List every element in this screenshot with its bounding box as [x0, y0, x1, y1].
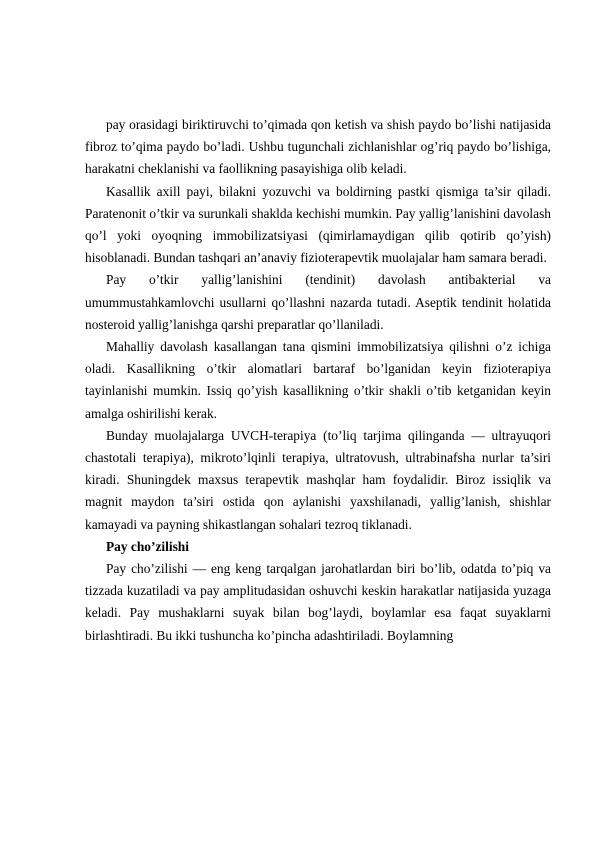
paragraph-kasallik: Kasallik axill payi, bilakni yozuvchi va boldirning pastki qismiga ta’sir qiladi. Paratenonit o’tkir va surunkali shaklda kechishi mumkin. Pay yallig’lanishini davolash qo’l yoki oyoqning immobilizatsiyasi (qimirlamaydigan qilib qotirib qo’yish) hisoblanadi. Bundan tashqari an’anaviy fizioterapevtik muolajalar ham samara beradi. — [85, 183, 551, 266]
paragraph-mahalliy-davolash: Mahalliy davolash kasallangan tana qismini immobilizatsiya qilishni o’z ichiga oladi. Kasallikning o’tkir alomatlari bartaraf bo’lganidan keyin fizioterapiya tayinlanishi mumkin. Issiq qo’yish kasallikning o’tkir shakli o’tib ketganidan keyin amalga oshirilishi kerak. — [85, 339, 551, 421]
section-heading: Pay cho’zilishi — [106, 538, 189, 554]
paragraph-tendinit: Pay o’tkir yallig’lanishini (tendinit) davolash antibakterial va umummustahkamlovchi usullarni qo’llashni nazarda tutadi. Aseptik tendinit holatida nosteroid yallig’lanishga qarshi preparatlar qo’llaniladi. — [85, 272, 551, 332]
paragraph-fibroz: pay orasidagi biriktiruvchi to’qimada qon ketish va shish paydo bo’lishi natijasida fibroz to’qima paydo bo’ladi. Ushbu tugunchali zichlanishlar og’riq paydo bo’lishiga, harakatni cheklanishi va faollikning pasayishiga olib keladi. — [85, 117, 551, 177]
paragraph-pay-chozilishi: Pay cho’zilishi — eng keng tarqalgan jarohatlardan biri bo’lib, odatda to’piq va tizzada kuzatiladi va pay amplitudasidan oshuvchi keskin harakatlar natijasida yuzaga keladi. Pay mushaklarni suyak bilan bog’laydi, boylamlar esa faqat suyaklarni birlashtiradi. Bu ikki tushuncha ko’pincha adashtiriladi. Boylamning — [85, 561, 551, 643]
paragraph-muolajalar: Bunday muolajalarga UVCH-terapiya (to’liq tarjima qilinganda — ultrayuqori chastotali terapiya), mikroto’lqinli terapiya, ultratovush, ultrabinafsha nurlar ta’siri kiradi. Shuningdek maxsus terapevtik mashqlar ham foydalidir. Biroz issiqlik va magnit maydon ta’siri ostida qon aylanishi yaxshilanadi, yallig’lanish, shishlar kamayadi va payning shikastlangan sohalari tezroq tiklanadi. — [85, 427, 551, 532]
document-page — [85, 114, 551, 647]
